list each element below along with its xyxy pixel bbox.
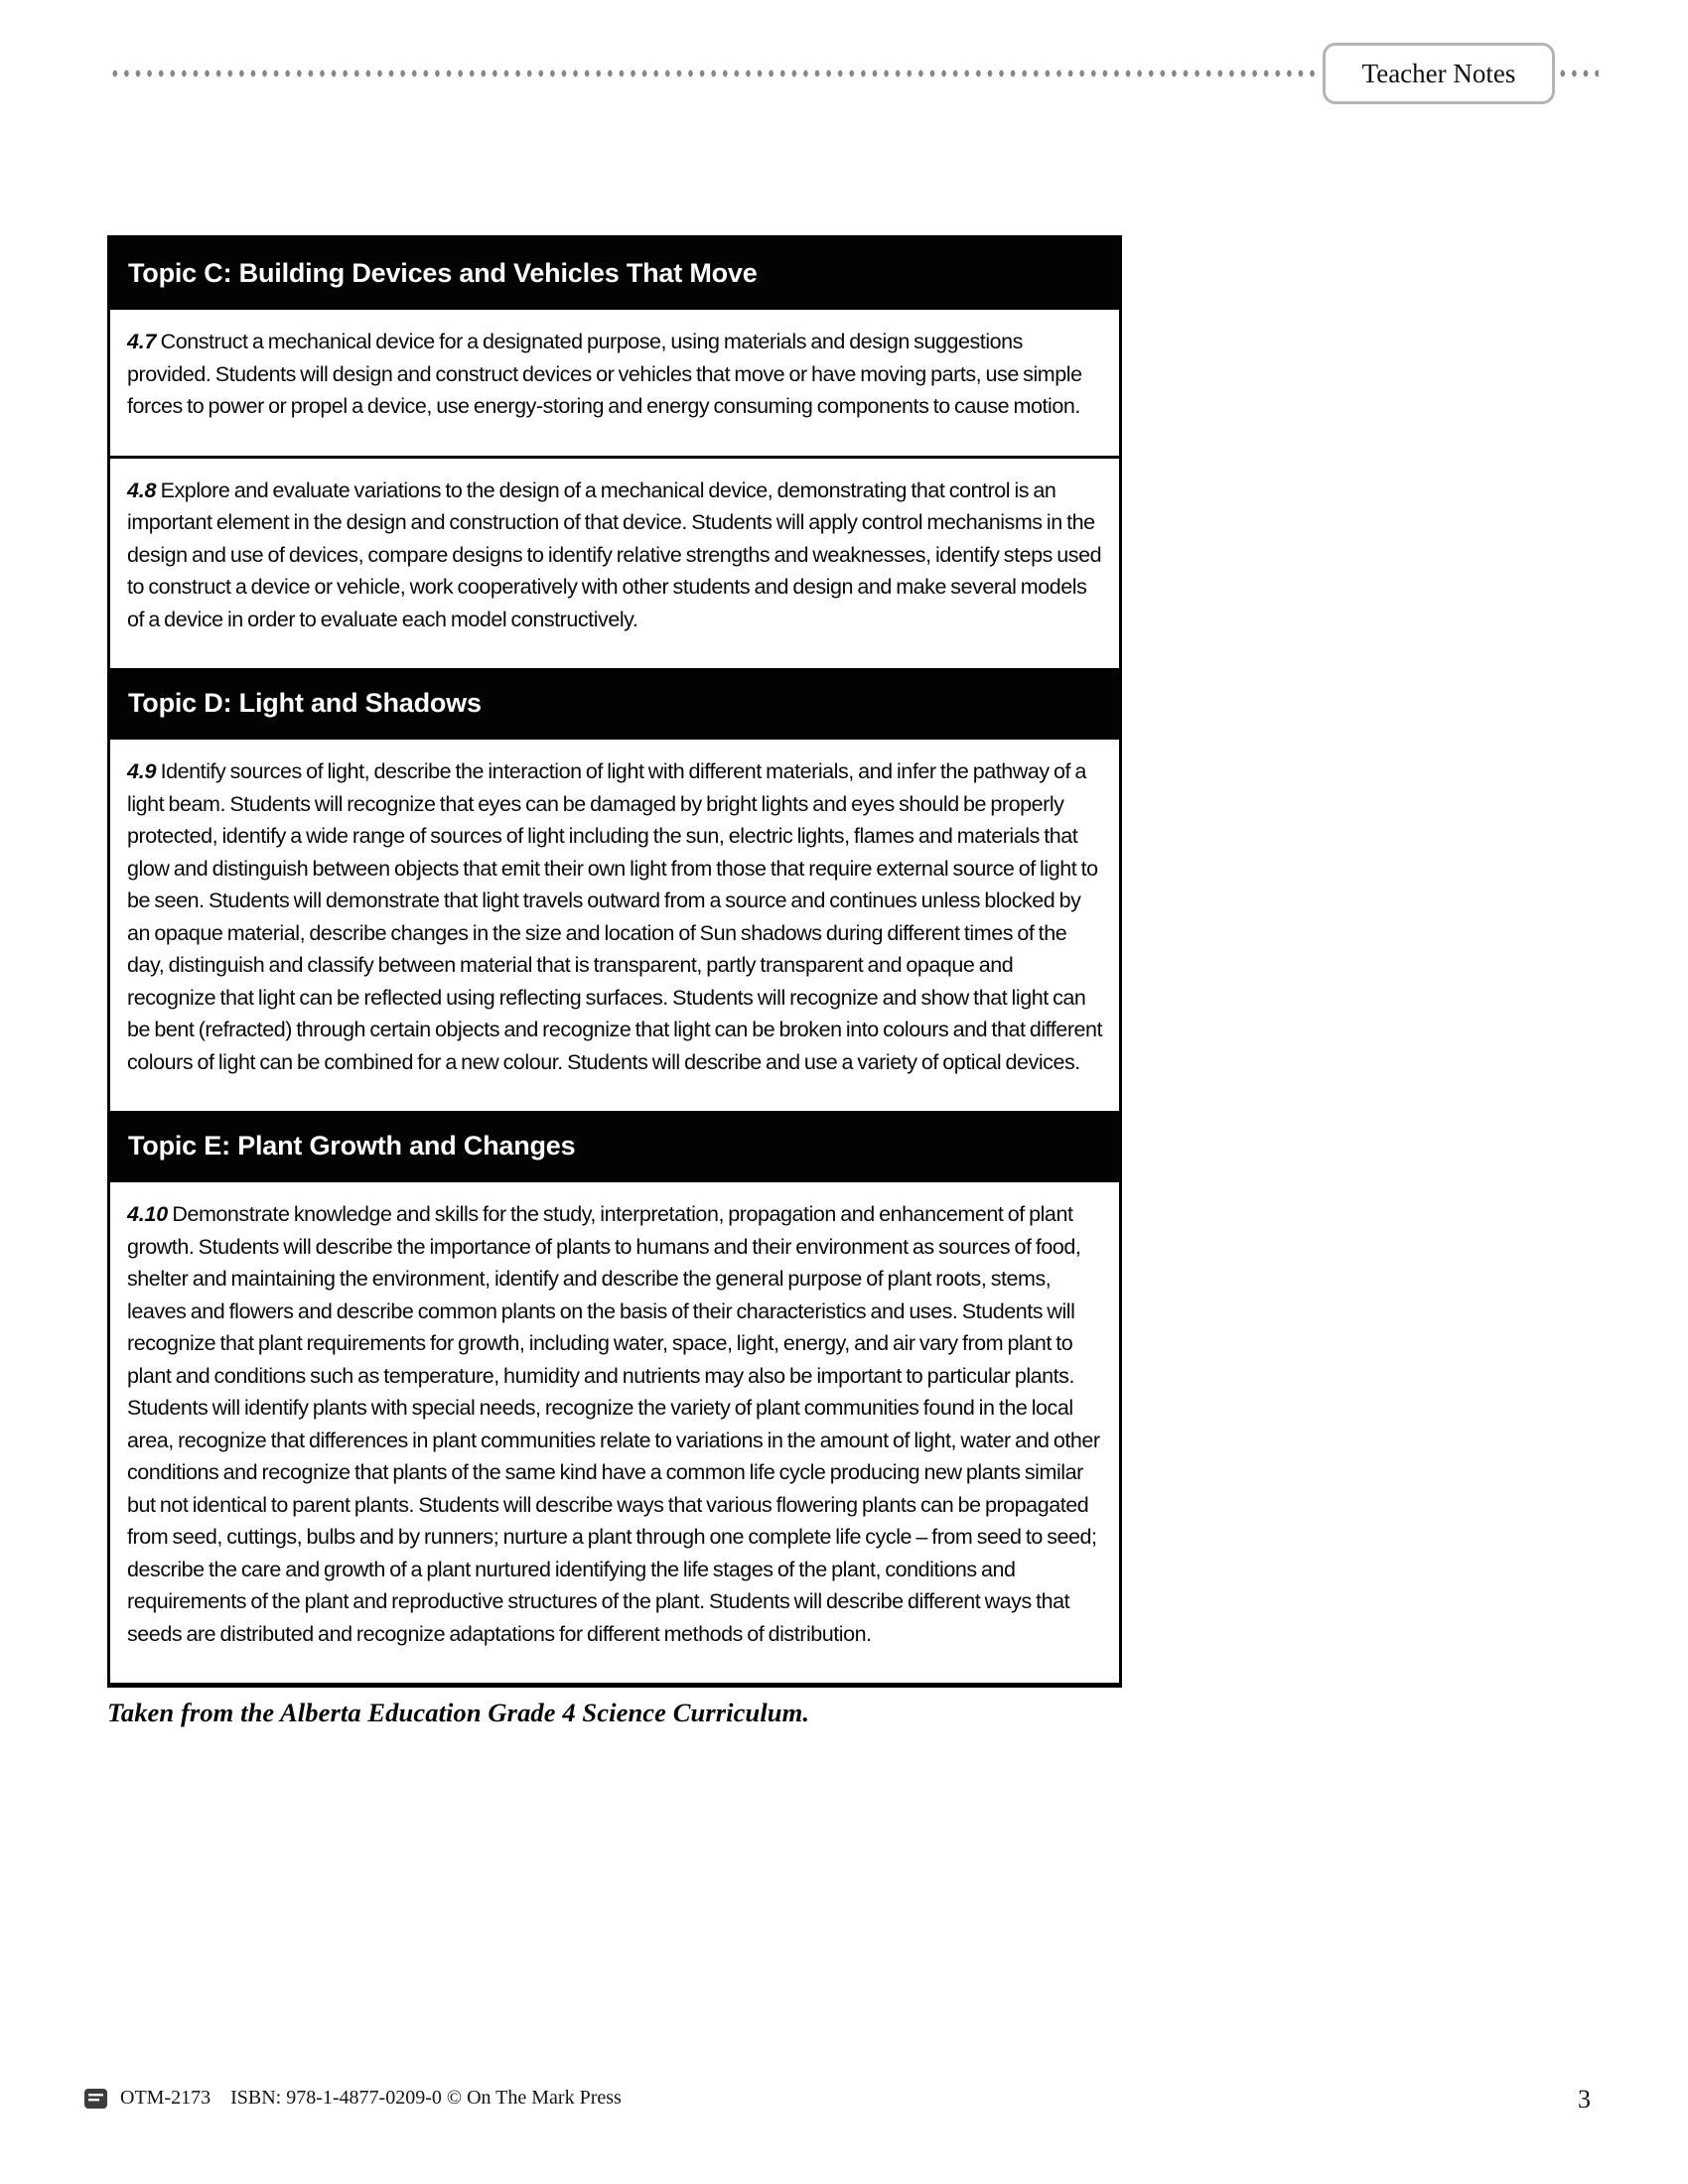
outcome-number: 4.8 — [127, 478, 157, 502]
dotted-line-left — [109, 68, 1317, 78]
topic-header: Topic D: Light and Shadows — [110, 668, 1119, 740]
outcome-item-4.7: 4.7 Construct a mechanical device for a designated purpose, using materials and design suggestions provided. Students will design and construct devices or vehicles that move or have moving parts, use simple forces to power or propel a device, use energy-storing and energy consuming components to cause motion. — [127, 330, 1082, 418]
topic-header: Topic C: Building Devices and Vehicles That Move — [110, 238, 1119, 310]
outcome-item-4.8: 4.8 Explore and evaluate variations to the design of a mechanical device, demonstrating that control is an important element in the design and construction of that device. Students will apply control mechanisms in the design and use of devices, compare designs to identify relative strengths and weaknesses, identify steps used to construct a device or vehicle, work cooperatively with other students and design and make several models of a device in order to evaluate each model constructively. — [110, 456, 1119, 669]
dotted-line-right — [1557, 68, 1599, 78]
outcome-number: 4.7 — [127, 330, 157, 353]
attribution-line: Taken from the Alberta Education Grade 4 Science Curriculum. — [107, 1698, 810, 1727]
page-footer — [0, 2087, 1688, 2130]
teacher-notes-tab — [1323, 43, 1555, 104]
page-number: 3 — [1578, 2085, 1591, 2114]
page-header-strip — [0, 43, 1688, 102]
outcome-item-4.10: 4.10 Demonstrate knowledge and skills for the study, interpretation, propagation and enhancement of plant growth. Students will describe the importance of plants to humans and their environment as sources of food, shelter and maintaining the environment, identify and describe the general purpose of plant roots, stems, leaves and flowers and describe common plants on the basis of their characteristics and uses. Students will recognize that plant requirements for growth, including water, space, light, energy, and air vary from plant to plant and conditions such as temperature, humidity and nutrients may also be important to particular plants. Students will identify plants with special needs, recognize the variety of plant communities found in the local area, recognize that differences in plant communities relate to variations in the amount of light, water and other conditions and recognize that plants of the same kind have a common life cycle producing new plants similar but not identical to parent plants. Students will describe ways that various flowering plants can be propagated from seed, cuttings, bulbs and by runners; nurture a plant through one complete life cycle – from seed to seed; describe the care and growth of a plant nurtured identifying the life stages of the plant, conditions and requirements of the plant and reproductive structures of the plant. Students will describe different ways that seeds are distributed and recognize adaptations for different methods of distribution. — [127, 1202, 1100, 1646]
topic-header: Topic E: Plant Growth and Changes — [110, 1111, 1119, 1182]
outcome-item-4.9: 4.9 Identify sources of light, describe the interaction of light with different materials, and infer the pathway of a light beam. Students will recognize that eyes can be damaged by bright lights and eyes should be properly protected, identify a wide range of sources of light including the sun, electric lights, flames and materials that glow and distinguish between objects that emit their own light from those that require external source of light to be seen. Students will demonstrate that light travels outward from a source and continues unless blocked by an opaque material, describe changes in the size and location of Sun shadows during different times of the day, distinguish and classify between material that is transparent, partly transparent and opaque and recognize that light can be reflected using reflecting surfaces. Students will recognize and show that light can be bent (refracted) through certain objects and recognize that light can be broken into colours and that different colours of light can be combined for a new colour. Students will describe and use a variety of optical devices. — [127, 759, 1103, 1074]
footer-left-group — [83, 2087, 622, 2110]
product-code: OTM-2173 — [120, 2087, 211, 2109]
outcome-number: 4.10 — [127, 1202, 169, 1226]
press-logo-icon — [83, 2088, 108, 2110]
isbn-copyright: ISBN: 978-1-4877-0209-0 © On The Mark Press — [230, 2087, 622, 2109]
footer-text — [120, 2087, 622, 2110]
curriculum-table — [107, 235, 1122, 1688]
teacher-notes-label: Teacher Notes — [1361, 58, 1516, 88]
outcome-number: 4.9 — [127, 759, 157, 783]
